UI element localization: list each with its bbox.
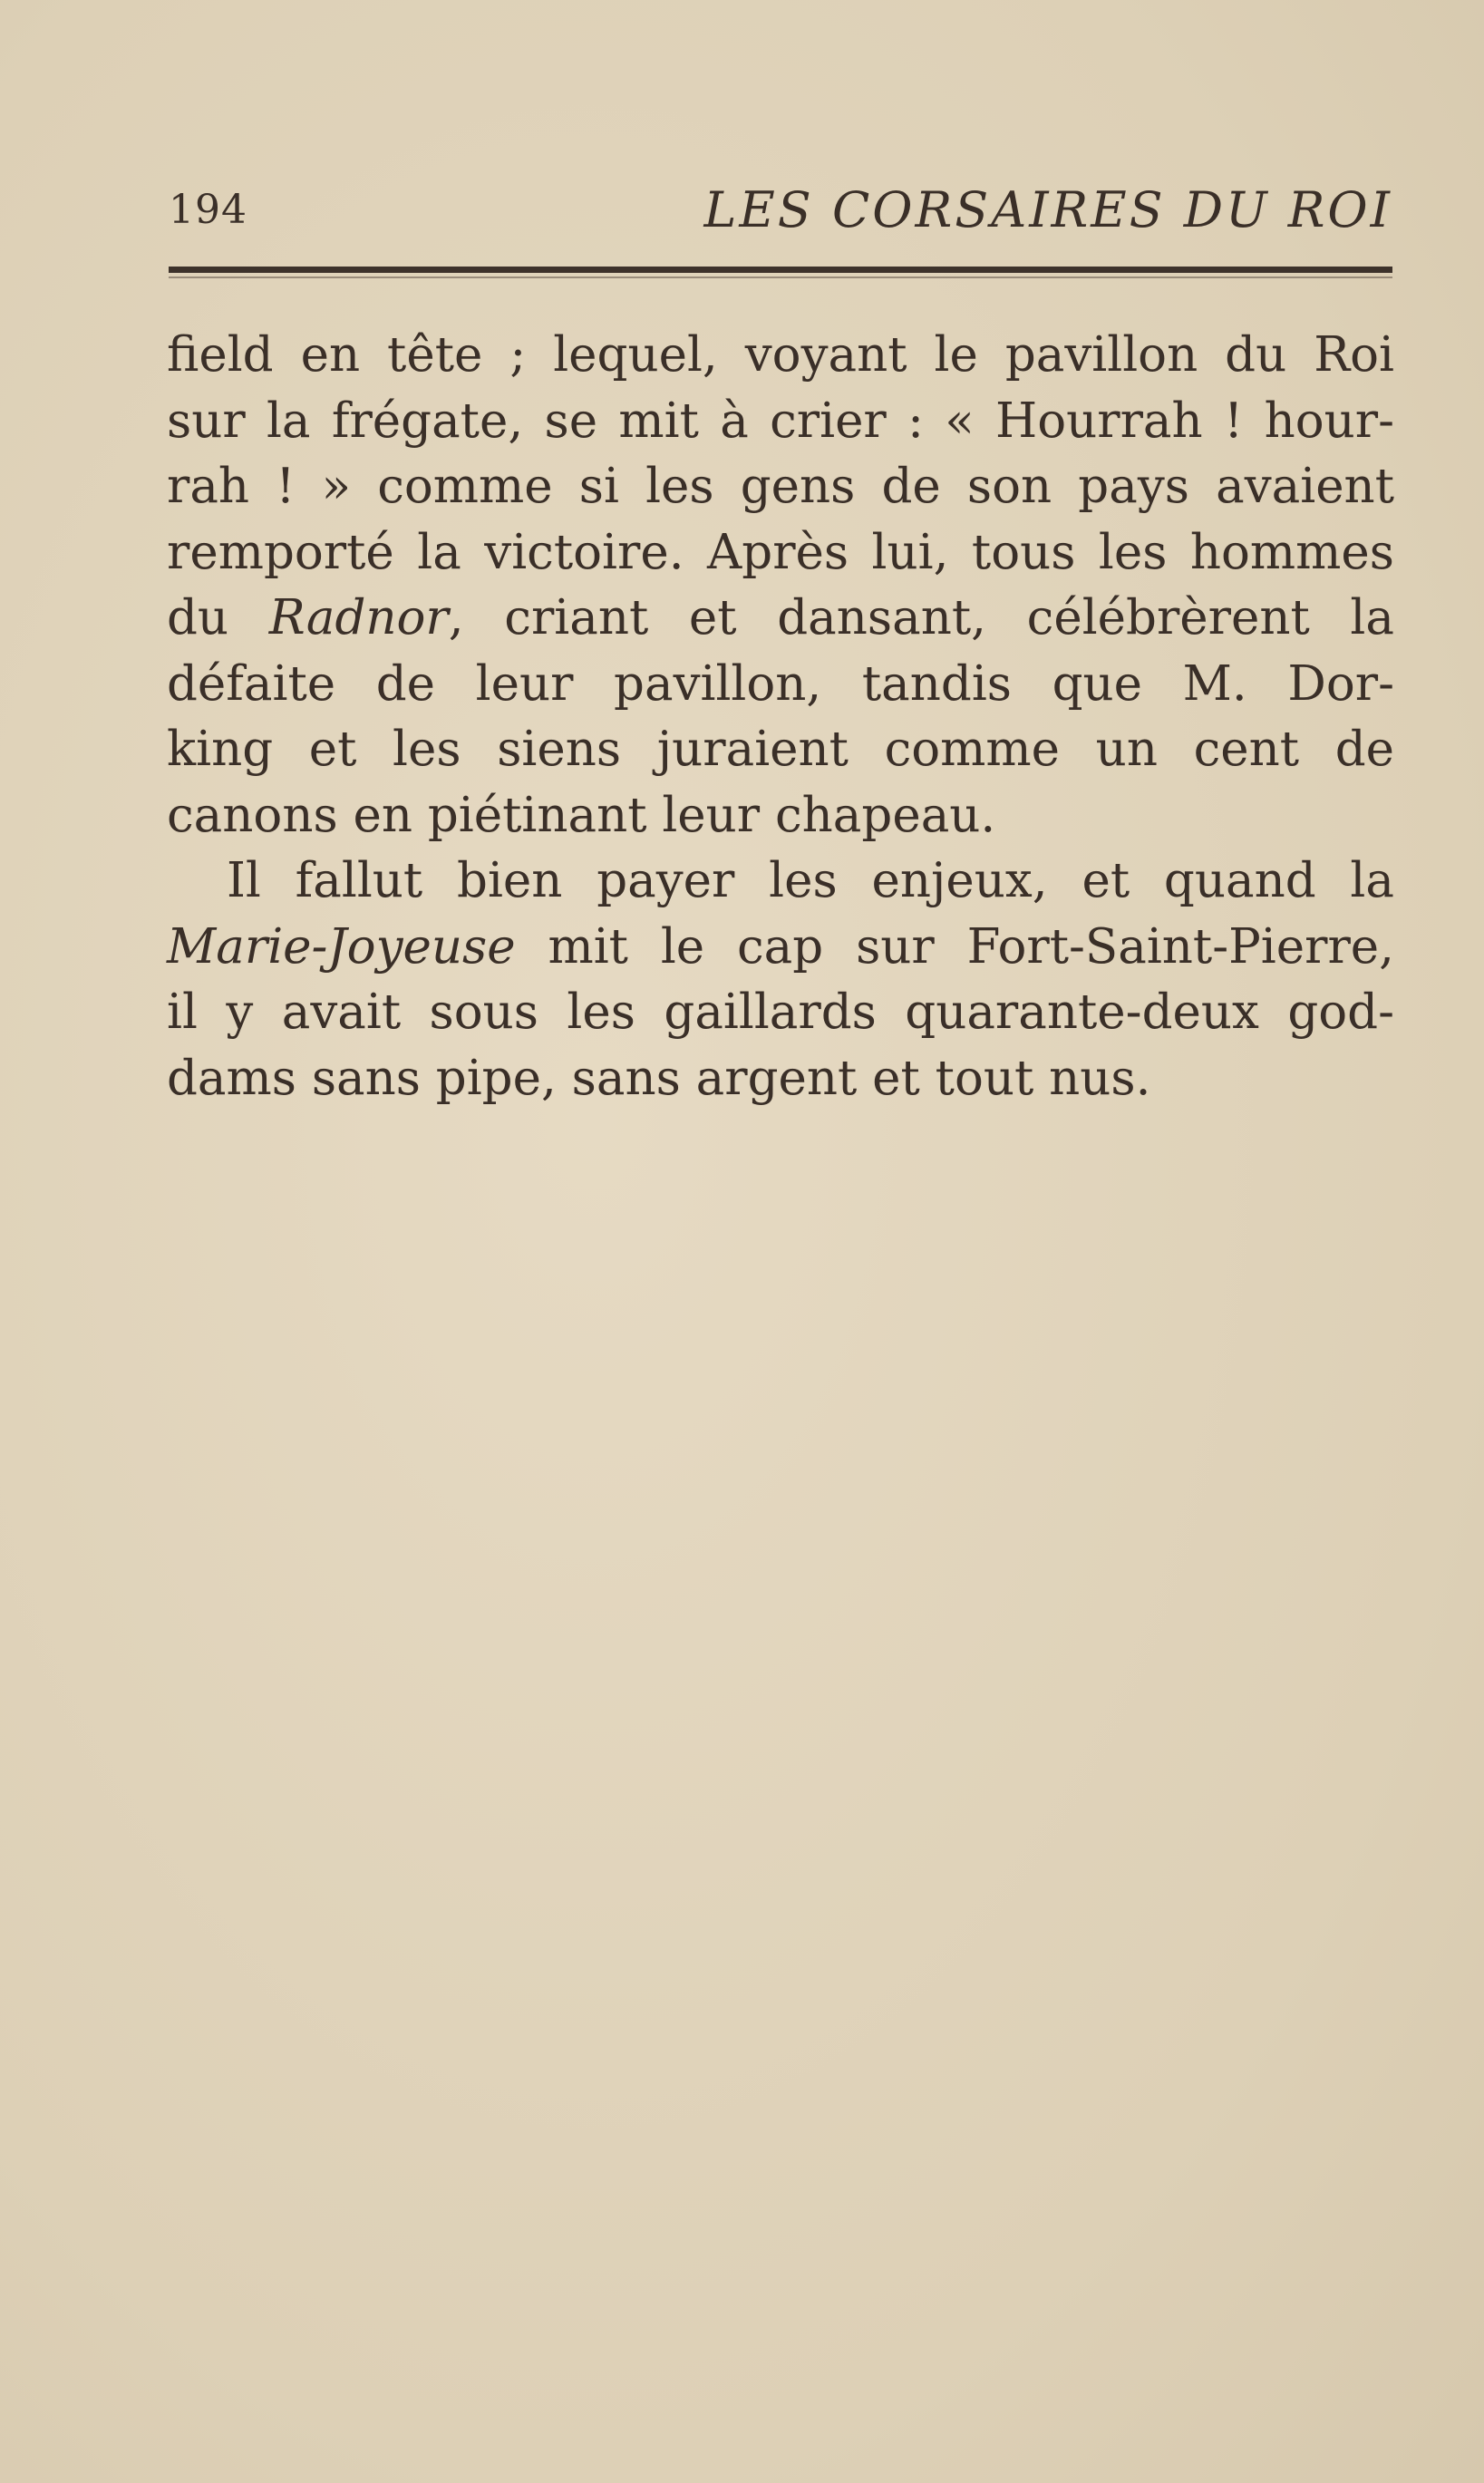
- ship-name-radnor: Radnor: [268, 590, 449, 645]
- text-line: rah ! » comme si les gens de son pays avaient: [167, 459, 1394, 514]
- text-line: du Radnor, criant et dansant, célébrèrent la: [167, 590, 1394, 645]
- text-line: Il fallut bien payer les enjeux, et quand la: [227, 853, 1394, 908]
- header-rule-thin: [169, 276, 1392, 278]
- page-number: 194: [169, 187, 247, 233]
- text-line: dams sans pipe, sans argent et tout nus.: [167, 1050, 1151, 1106]
- ship-name-marie-joyeuse: Marie-Joyeuse: [167, 918, 516, 975]
- body-text: [167, 323, 1394, 1111]
- header-rule: [169, 267, 1392, 273]
- page-header: [169, 178, 1392, 241]
- text-line: il y avait sous les gaillards quarante-deux god-: [167, 984, 1394, 1040]
- text-line: défaite de leur pavillon, tandis que M. Dor-: [167, 655, 1394, 712]
- text-line: remporté la victoire. Après lui, tous les hommes: [167, 524, 1394, 580]
- text-line: canons en piétinant leur chapeau.: [167, 787, 996, 843]
- text-line: field en tête ; lequel, voyant le pavillon du Roi: [167, 327, 1394, 383]
- text-line: king et les siens juraient comme un cent de: [167, 722, 1394, 777]
- text-line: sur la frégate, se mit à crier : « Hourrah ! hour-: [167, 393, 1394, 449]
- running-title: LES CORSAIRES DU ROI: [703, 181, 1392, 238]
- text-line: Marie-Joyeuse mit le cap sur Fort-Saint-Pierre,: [167, 918, 1394, 975]
